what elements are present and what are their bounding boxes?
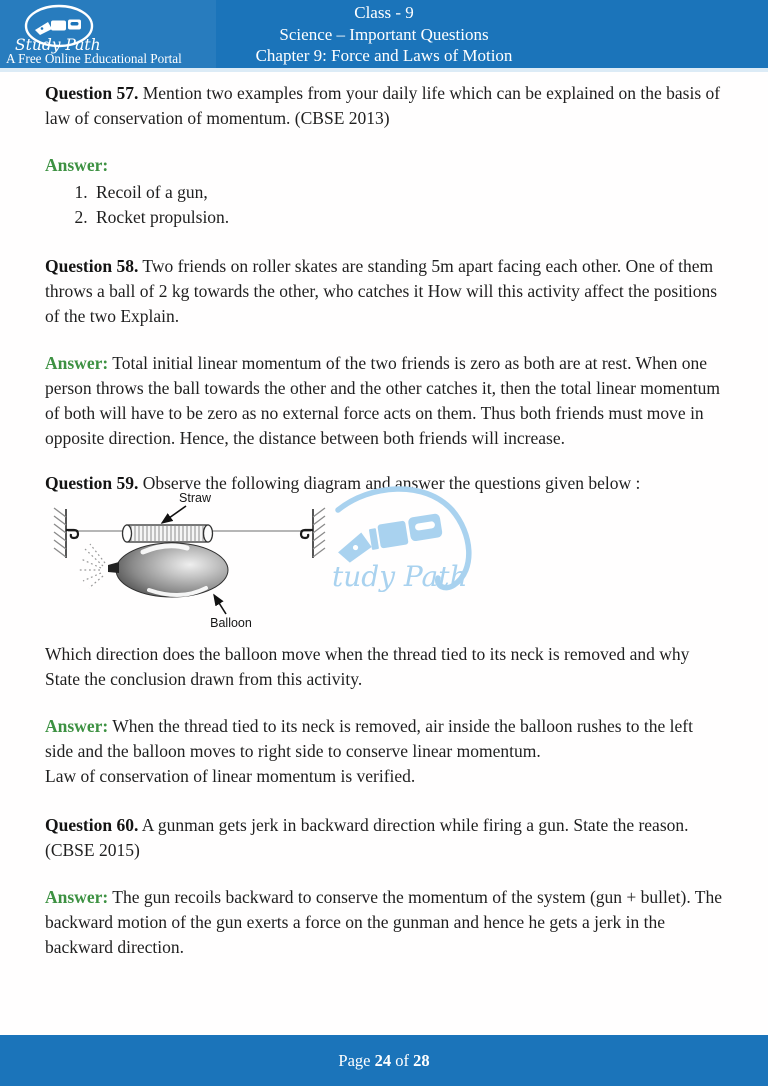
answer-58 xyxy=(45,351,723,451)
answer-58-label: Answer: xyxy=(45,353,109,373)
answer-57-list xyxy=(45,180,723,230)
balloon-straw-diagram xyxy=(45,486,723,632)
answer-59 xyxy=(45,714,723,764)
question-58 xyxy=(45,254,723,329)
question-60-text: A gunman gets jerk in backward direction while firing a gun. State the reason. (CBSE 2015) xyxy=(45,815,689,860)
answer-59-label: Answer: xyxy=(45,716,109,736)
header-chapter-line: Chapter 9: Force and Laws of Motion xyxy=(255,46,513,65)
studypath-watermark xyxy=(330,480,480,633)
list-item: 1. Recoil of a gun, xyxy=(92,180,723,205)
question-57 xyxy=(45,81,723,131)
right-wall xyxy=(313,508,325,558)
page-footer xyxy=(0,1035,768,1086)
header-titles xyxy=(0,2,768,67)
balloon xyxy=(108,543,228,597)
list-item: 2. Rocket propulsion. xyxy=(92,205,723,230)
watermark-pen-icon xyxy=(330,480,480,626)
header-class-line: Class - 9 xyxy=(354,3,414,22)
question-57-label: Question 57. xyxy=(45,83,139,103)
header-subject-line: Science – Important Questions xyxy=(279,24,489,44)
question-59-subquestion-1: Which direction does the balloon move when the thread tied to its neck is removed and why xyxy=(45,644,690,664)
answer-58-text: Total initial linear momentum of the two friends is zero as both are at rest. When one person throws the ball towards the other and the other catches it, then the total linear momentum of both will have to be zero as no external force acts on them. Thus both friends must move in opposite direction. Hence, the distance between both friends will increase. xyxy=(45,353,721,448)
brand-name: Study Path xyxy=(15,36,101,54)
straw-arrow xyxy=(162,506,186,523)
answer-59-conclusion: Law of conservation of linear momentum is verified. xyxy=(45,766,416,786)
straw-label: Straw xyxy=(179,491,211,505)
diagram-figure xyxy=(45,486,345,632)
question-58-label: Question 58. xyxy=(45,256,139,276)
answer-59-text: When the thread tied to its neck is removed, air inside the balloon rushes to the left side and the balloon moves to right side to conserve linear momentum. xyxy=(45,716,693,761)
left-wall xyxy=(54,508,66,558)
air-spray xyxy=(79,544,105,588)
answer-57-heading xyxy=(45,153,723,178)
straw xyxy=(123,525,213,542)
answer-57-label: Answer: xyxy=(45,155,109,175)
balloon-label: Balloon xyxy=(210,616,252,630)
footer-current-page: 24 xyxy=(374,1051,392,1070)
question-57-text: Mention two examples from your daily life which can be explained on the basis of law of conservation of momentum. (CBSE 2013) xyxy=(45,83,721,128)
question-59-label: Question 59. xyxy=(45,473,139,493)
footer-total-pages: 28 xyxy=(413,1051,430,1070)
footer-page-word: Page xyxy=(338,1051,371,1070)
question-59-text: Observe the following diagram and answer the questions given below : xyxy=(142,473,641,493)
brand-tagline: A Free Online Educational Portal xyxy=(6,51,182,66)
question-58-text: Two friends on roller skates are standing 5m apart facing each other. One of them throws a ball of 2 kg towards the other, who catches it How will this activity affect the positions of the two Explain. xyxy=(45,256,718,326)
answer-60-label: Answer: xyxy=(45,887,109,907)
watermark-text: tudy Path xyxy=(332,560,468,593)
question-60 xyxy=(45,813,723,863)
answer-60 xyxy=(45,885,723,960)
footer-of-word: of xyxy=(395,1051,409,1070)
balloon-arrow xyxy=(214,595,226,614)
answer-60-text: The gun recoils backward to conserve the momentum of the system (gun + bullet). The backward motion of the gun exerts a force on the gunman and hence he gets a jerk in the backward direction. xyxy=(45,887,722,957)
page-content xyxy=(45,72,723,960)
question-60-label: Question 60. xyxy=(45,815,139,835)
question-59-subquestion-2: State the conclusion drawn from this activity. xyxy=(45,669,363,689)
page-header xyxy=(0,0,768,68)
